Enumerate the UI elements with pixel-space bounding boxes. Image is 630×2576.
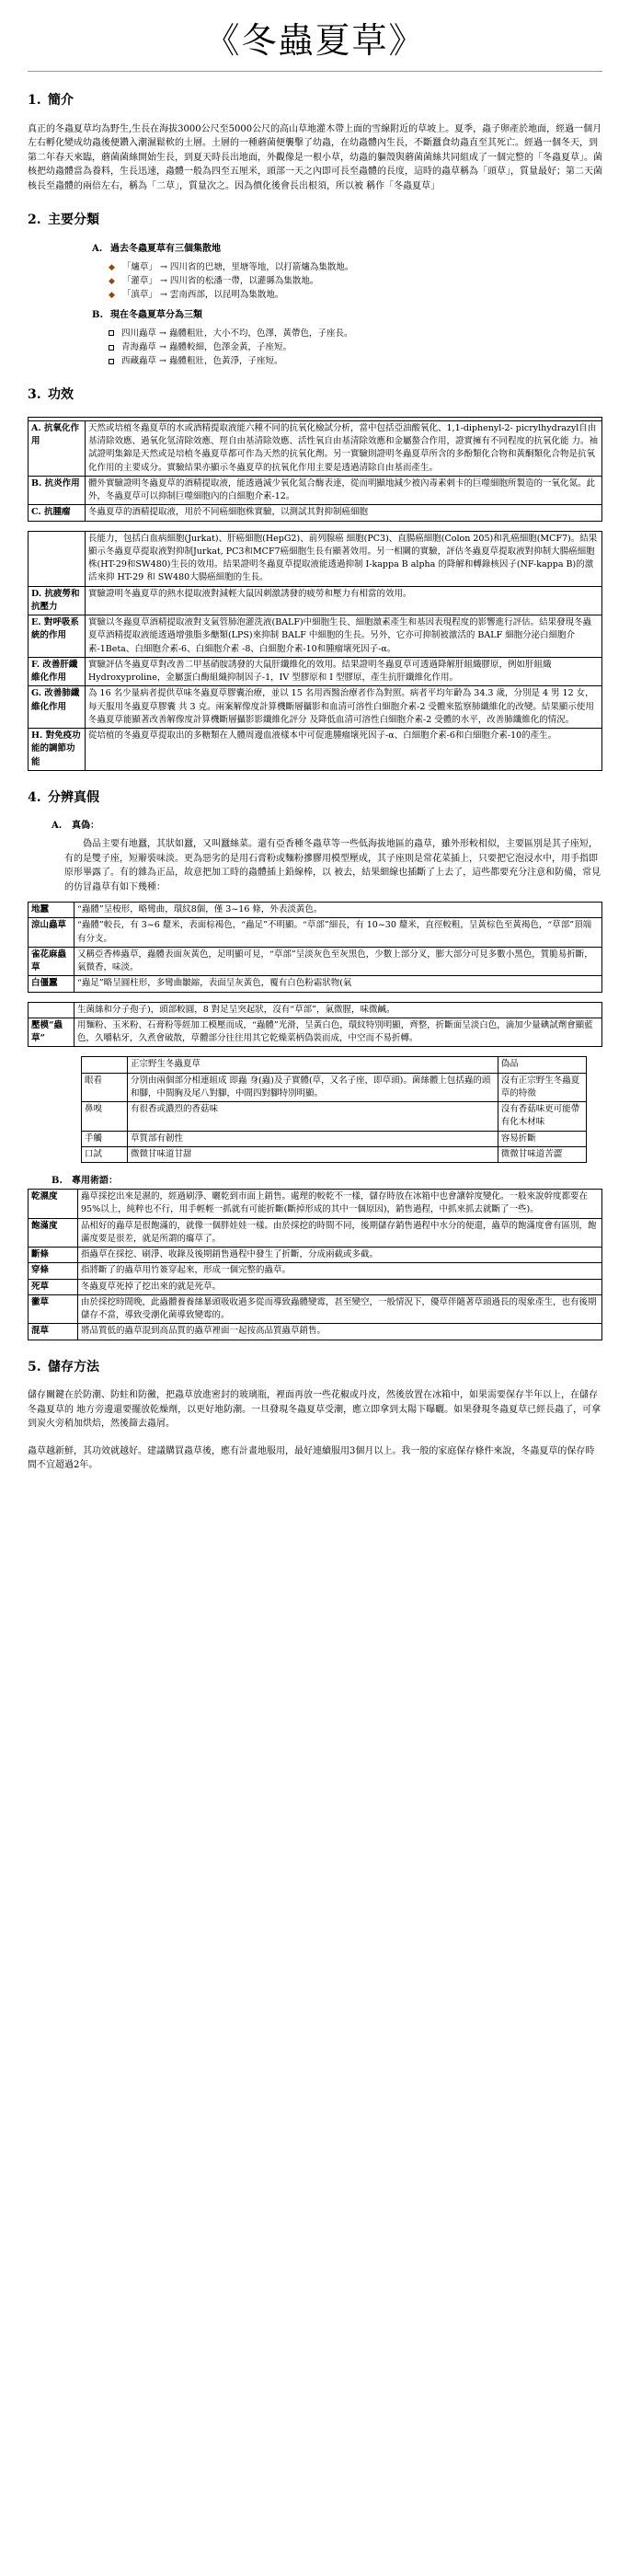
table-row: 眼看 分別由兩個部分相連組成 即蟲 身(蟲)及子實體(草，又名子座，即草頭)。菌絲體上包括蟲的頭和腳，中間胸及尾八對腳，中間四對腳特別明顯。 沒有正宗野生冬蟲夏草的特徵 <box>82 1073 587 1102</box>
counterfeit-table <box>28 902 602 993</box>
table-row: 乾濕度 蟲草採挖出來是濕的，經過刷淨、曬乾到市面上銷售。處理的較乾不一樣，儲存時放在冰箱中也會讓幹度變化。一般來說幹度都要在95%以上，純粹也不行，用手輕輕一抓就有可能折斷(斷掉形成的其中一個原因)，銷售過程，中抓來抓去就斷了一些)。 <box>29 1190 602 1219</box>
list-item: ◆ 「灌草」 → 四川省的松潘一帶，以灌縣為集散地。 <box>109 276 319 287</box>
category-subtitle-a: A. 過去冬蟲夏草有三個集散地 <box>92 243 221 254</box>
table-row: 地蠶 “蟲體”呈梭形，略彎曲，環紋8個，僅 3~16 條，外表淡黃色。 <box>29 903 602 918</box>
table-row: F. 改善肝纖維化作用 實驗評估冬蟲夏草對改善二甲基硝胺誘發的大鼠肝纖維化的效用。結果證明冬蟲夏草可透過降解肝組織膠原，例如肝組織 Hydroxyproline，金屬蛋白酶組織抑制因子-1，IV 型膠原和 I 型膠原，產生抗肝纖維化作用。 <box>29 657 602 686</box>
genuine-vs-fake-table <box>81 1056 587 1163</box>
diamond-bullet-icon: ◆ <box>109 262 115 272</box>
table-row: E. 對呼吸系統的作用 實驗以冬蟲夏草酒精提取液對支氣管肺泡灌洗液(BALF)中細胞生長、細胞激素產生和基因表現程度的影響進行評估。結果發現冬蟲夏草酒精提取液能透過增強脂多醣類(LPS)來抑制 BALF 中細胞的生長。另外，它亦可抑制被激活的 BALF 細胞分泌白細胞介素-1Beta、白細胞介素-6、白細胞介素 -8、白細胞介素-10和腫瘤壞死因子-α。 <box>29 615 602 658</box>
table-row: H. 對免疫功能的調節功能 從培植的冬蟲夏草提取出的多糖類在人體周邊血液樣本中可促進腫瘤壞死因子-α、白細胞介素-6和白細胞介素-10的產生。 <box>29 729 602 771</box>
section-heading-storage: 5. 儲存方法 <box>28 1359 99 1374</box>
section-heading-intro: 1. 簡介 <box>28 93 74 109</box>
authenticity-subtitle-b: B. 專用術語： <box>52 1176 118 1187</box>
distribution-list <box>109 260 602 303</box>
efficacy-table-continued <box>28 531 602 771</box>
table-row: A. 抗氧化作用 天然或培植冬蟲夏草的水或酒精提取液能六種不同的抗氧化檢試分析，當中包括亞油酸氧化、1,1-diphenyl-2- picrylhydrazyl自由基清除效應、過氧化氫清除效應、羥自由基清除效應、活性氧自由基清除效應和金屬螯合作用，證實擁有不同程度的抗氧化能 力。袖試證明集錦是天然或是培植冬蟲夏草都可作為天然的抗氧化劑。另一實驗則證明冬蟲夏草所含的多酚類化合物和黃酮類化合物是抗氧化作用的主要成分。實驗結果亦顯示冬蟲夏草的抗氧化作用主要是透過清除自由基而產生。 <box>29 420 602 476</box>
list-item: ◆ 「滇草」 → 雲南西部，以昆明為集散地。 <box>109 290 284 301</box>
title-divider <box>28 71 602 72</box>
square-bullet-icon <box>109 330 114 336</box>
table-row: 涼山蟲草 “蟲體”較長，有 3~6 釐米，表面棕褐色，“蟲足”不明顯。“草部”細長，有 10~30 釐米，直徑較粗，呈黃棕色至黃褐色，“草部”頂端有分支。 <box>29 918 602 948</box>
table-row: 斷條 指蟲草在採挖、刷淨、收錄及後期銷售過程中發生了折斷，分成兩截或多截。 <box>29 1248 602 1263</box>
storage-paragraph-2: 蟲草越新鮮，其功效就越好。建議購買蟲草後，應有計畫地服用，最好連續服用3個月以上。我一般的家庭保存條件來說，冬蟲夏草的保存時間不宜超過2年。 <box>28 1445 595 1471</box>
table-row: 手觸 草質部有韌性 容易折斷 <box>82 1131 587 1146</box>
table-row: 長能力，包括白血病細胞(Jurkat)、肝癌細胞(HepG2)、前列腺癌 細胞(PC3)、直腸癌細胞(Colon 205)和乳癌細胞(MCF7)。結果顯示冬蟲夏草提取液對抑制Jurkat, PC3和MCF7癌細胞生長有顯著效用。另一相關的實驗，評估冬蟲夏草提取液對抑制大腸癌細胞株(HT-29和SW480)生長的效用。結果證明冬蟲夏草提取液能透過抑制 I-kappa B alpha 的降解和轉錄核因子(NF-kappa B)的激活來抑 HT-29 和 SW480大腸癌細胞的生長。 <box>29 531 602 586</box>
table-row: 黴草 由於採挖時間晚，此蟲體養養絲暴頭吸收過多從而導致蟲體變霉，甚至變空，一般情況下，優草伴隨著草頭過長的現象產生，也有後期儲存不當，導致受潮化菌導致變霉的。 <box>29 1294 602 1324</box>
table-row: 口試 微微甘味道甘甜 微微甘味道苦澀 <box>82 1146 587 1162</box>
table-row: 白僵蠶 “蟲足”略呈圓柱形，多彎曲皺縮，表面呈灰黃色，覆有白色粉霜狀物(氣 <box>29 976 602 992</box>
efficacy-table <box>28 417 602 522</box>
table-row: 生菌絲和分子孢子)，頭部較圓，8 對足呈突起狀，沒有“草部”，氣微腥，味微鹹。 <box>29 1002 602 1018</box>
table-row: 穿條 指將斷了的蟲草用竹簽穿起來，形成一個完整的蟲草。 <box>29 1263 602 1279</box>
table-row: 死草 冬蟲夏草死掉了挖出來的就是死草。 <box>29 1279 602 1294</box>
section-heading-efficacy: 3. 功效 <box>28 387 74 403</box>
list-item: 青海蟲草 → 蟲體較細，色澤金黃，子座短。 <box>109 340 602 354</box>
table-row: 壓模“蟲草” 用麵粉、玉米粉、石膏粉等經加工模壓而成，“蟲體”光滑，呈黃白色，環紋特別明顯，齊整，折斷面呈淡白色，滴加少量碘試劑會顯藍色，久嚼粘牙，久煮會破散，草體部分往往用其它乾燥菜柄偽裝而成，中空而不易折轉。 <box>29 1018 602 1047</box>
page-title: 《冬蟲夏草》 <box>204 20 426 61</box>
table-row: G. 改善肺纖維化作用 為 16 名少量病者提供草味冬蟲夏草膠囊治療，並以 15 名用西醫治療者作為對照。病者平均年齡為 34.3 歲，分別是 4 男 12 女，每天服用冬蟲夏草膠囊 共 3 克。兩案解像度計算機斷層攝影和血清可溶性白細胞介素-2 受體來監察肺纖維化的改變。結果顯示使用冬蟲夏草能顯著改善解像度計算機斷層攝影影纖維化評分 及降低血清可溶性白細胞介素-2 受體的水平，改善肺纖維化的情況。 <box>29 686 602 729</box>
storage-paragraph-1: 儲存關鍵在於防潮、防蛀和防黴，把蟲草放進密封的玻璃瓶，裡面再放一些花椒或丹皮，然後放置在冰箱中，如果需要保存半年以上，在儲存冬蟲夏草的 地方旁邊還要擺放乾燥劑，以更好地防潮。一旦發現冬蟲夏草受潮，應立即拿到太陽下曝曬。如果發現冬蟲夏草已經長蟲了，可拿到炭火旁稍加烘焙，然後篩去蟲屑。 <box>28 1390 601 1430</box>
diamond-bullet-icon: ◆ <box>109 277 115 287</box>
table-row: 鼻嗅 有很香或濃烈的香菇味 沒有香菇味更可能帶有化木材味 <box>82 1102 587 1132</box>
table-row: C. 抗腫瘤 冬蟲夏草的酒精提取液，用於不同癌細胞株實驗，以測試其對抑制癌細胞 <box>29 505 602 521</box>
table-row: 混草 將品質低的蟲草混到高品質的蟲草裡面一起按高品質蟲草銷售。 <box>29 1324 602 1340</box>
section-heading-categories: 2. 主要分類 <box>28 213 99 228</box>
category-subtitle-b: B. 現在冬蟲夏草分為三類 <box>92 309 202 320</box>
counterfeit-paragraph: 偽品主要有地蠶，其狀如蠶，又叫蠶絲菜。還有亞香種冬蟲草等一些低海拔地區的蟲草，雖外形較相似，主要區別是其子座短，有的是雙子座，短辮裝味淡。更為惡劣的是用石膏粉或麵粉摻膠用模型壓成，其子座則是常花菜插上，只要把它泡浸水中，用手指即原形畢露了。有的雜為正品，故意把加工時的蟲體插上鉛線棒，以 被去，結果細線也插斷了上去了，這些都要充分注意和防備，常見的仿冒蟲草有如下幾種： <box>64 839 601 892</box>
table-row: B. 抗炎作用 體外實驗證明冬蟲夏草的酒精提取液，能透過減少氧化氮合酶表達，從而明顯地減少被內毒素刺卡的巨噬細胞所製造的一氧化氮。此外，冬蟲夏草可以抑制巨噬細胞內的白細胞介素-12。 <box>29 476 602 505</box>
list-item: 西藏蟲草 → 蟲體粗壯，色黃淨，子座短。 <box>109 354 602 368</box>
table-header-row: 正宗野生冬蟲夏草 偽品 <box>82 1057 587 1073</box>
terminology-table <box>28 1189 602 1340</box>
table-row: 雀花麻蟲草 又稱亞香棒蟲草，蟲體表面灰黃色，足明顯可見，“草部”呈淡灰色至灰黑色，少數上部分叉，膨大部分可見多數小黑色，質脆易折斷，氣微香，味淡。 <box>29 947 602 976</box>
diamond-bullet-icon: ◆ <box>109 291 115 301</box>
square-bullet-icon <box>109 345 114 351</box>
current-category-list <box>109 327 602 369</box>
table-row: D. 抗疲勞和抗壓力 實驗證明冬蟲夏草的熱水提取液對減輕大鼠因刺激誘發的疲勞和壓力有相當的效用。 <box>29 586 602 615</box>
authenticity-subtitle-a: A. 真偽： <box>52 821 99 832</box>
intro-paragraph: 真正的冬蟲夏草均為野生,生長在海拔3000公尺至5000公尺的高山草地灌木帶上面的雪線附近的草坡上。夏季，蟲子卵產於地面，經過一個月左右孵化變成幼蟲後便鑽入潮濕鬆軟的土層。土層的一種蘑菌便襲擊了幼蟲，在幼蟲體內生長，不斷蠶食幼蟲直至其死亡。經過一個冬天，到第二年春天來臨，蘑菌菌絲開始生長，到夏天時長出地面，外觀像是一根小草，幼蟲的軀殼與蘑菌菌絲共同組成了一個完整的「冬蟲夏草」。菌核把幼蟲體當為養料，生長迅速，蟲體一般為四至五厘米，頭部一天之內即可長至蟲體的長度，這時的蟲草稱為「頭草」，質量最好；第二天菌核長至蟲體的兩倍左右，稱為「二草」，質量次之。因為價化後會長出根須，所以被 稱作「冬蟲夏草」 <box>28 123 602 191</box>
square-bullet-icon <box>109 359 114 364</box>
list-item: ◆ 「爐草」 → 四川省的巴塘，里塘等地，以打箭爐為集散地。 <box>109 261 354 272</box>
section-heading-authenticity: 4. 分辨真假 <box>28 789 99 805</box>
table-row: 飽滿度 品相好的蟲草是很飽滿的，就像一個胖娃娃一樣。由於採挖的時間不同，後期儲存銷售過程中水分的便還，蟲草的飽滿度會有區別，飽滿度要是很差，就是所謂的癟草了。 <box>29 1218 602 1248</box>
counterfeit-table-continued <box>28 1002 602 1048</box>
list-item: 四川蟲草 → 蟲體粗壯，大小不均，色澤，黃帶色，子座長。 <box>109 327 602 340</box>
